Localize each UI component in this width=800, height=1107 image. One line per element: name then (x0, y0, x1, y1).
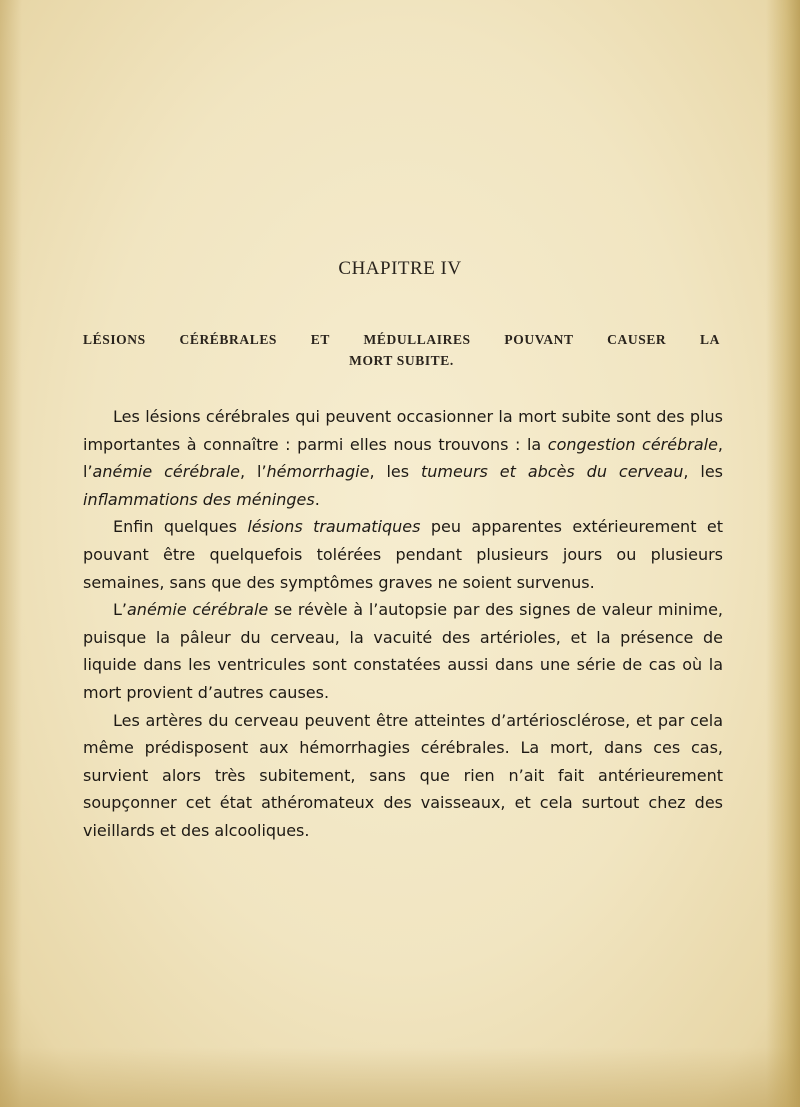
text-run: , l’ (240, 462, 267, 482)
paragraph-2 (83, 513, 723, 596)
page-edge-shadow-bottom (0, 1047, 800, 1107)
text-run: , les (683, 462, 723, 482)
text-run: L’ (113, 600, 127, 620)
italic-term: inflammations des méninges (83, 489, 315, 509)
section-title-line-2: MORT SUBITE. (349, 353, 454, 368)
italic-term: anémie cérébrale (92, 462, 240, 482)
paragraph-4 (83, 707, 723, 845)
text-run: , les (369, 462, 421, 482)
text-run: Les lésions cérébrales qui peuvent occasionner la mort subite sont des plus importantes à connaître : parmi elles nous trouvons : la (83, 407, 723, 454)
chapter-heading: CHAPITRE IV (338, 258, 462, 279)
paragraph-3 (83, 596, 723, 706)
text-run: . (314, 489, 320, 509)
italic-term: anémie cérébrale (127, 600, 269, 620)
italic-term: lésions traumatiques (247, 517, 421, 537)
section-title (83, 329, 720, 371)
italic-term: tumeurs et abcès du cerveau (420, 462, 684, 482)
section-title-line-1: LÉSIONS CÉRÉBRALES ET MÉDULLAIRES POUVANT CAUSER LA (83, 332, 720, 347)
text-run: peu apparentes extérieurement et pouvant être quelquefois tolérées pendant plusieurs jours ou plusieurs semaines, sans que des symptômes graves ne soient survenus. (83, 517, 723, 592)
text-run: se révèle à l’autopsie par des signes de valeur minime, puisque la pâleur du cerveau, la vacuité des artérioles, et la présence de liquide dans les ventricules sont constatées aussi dans une série de cas où la mort provient d’autres causes. (83, 600, 723, 702)
body-text (83, 403, 723, 845)
italic-term: congestion cérébrale (547, 434, 718, 454)
text-run: , l’ (83, 434, 724, 482)
paragraph-1 (83, 403, 723, 513)
text-run: Les artères du cerveau peuvent être atteintes d’artériosclérose, et par cela même prédisposent aux hémorrhagies cérébrales. La mort, dans ces cas, survient alors très subitement, sans que rien n’ait fait antérieurement soupçonner cet état athéromateux des vaisseaux, et cela surtout chez des vieillards et des alcooliques. (83, 710, 723, 840)
page-edge-shadow-right (766, 0, 800, 1107)
page-edge-shadow-left (0, 0, 22, 1107)
italic-term: hémorrhagie (266, 462, 370, 482)
text-run: Enfin quelques (113, 517, 248, 537)
